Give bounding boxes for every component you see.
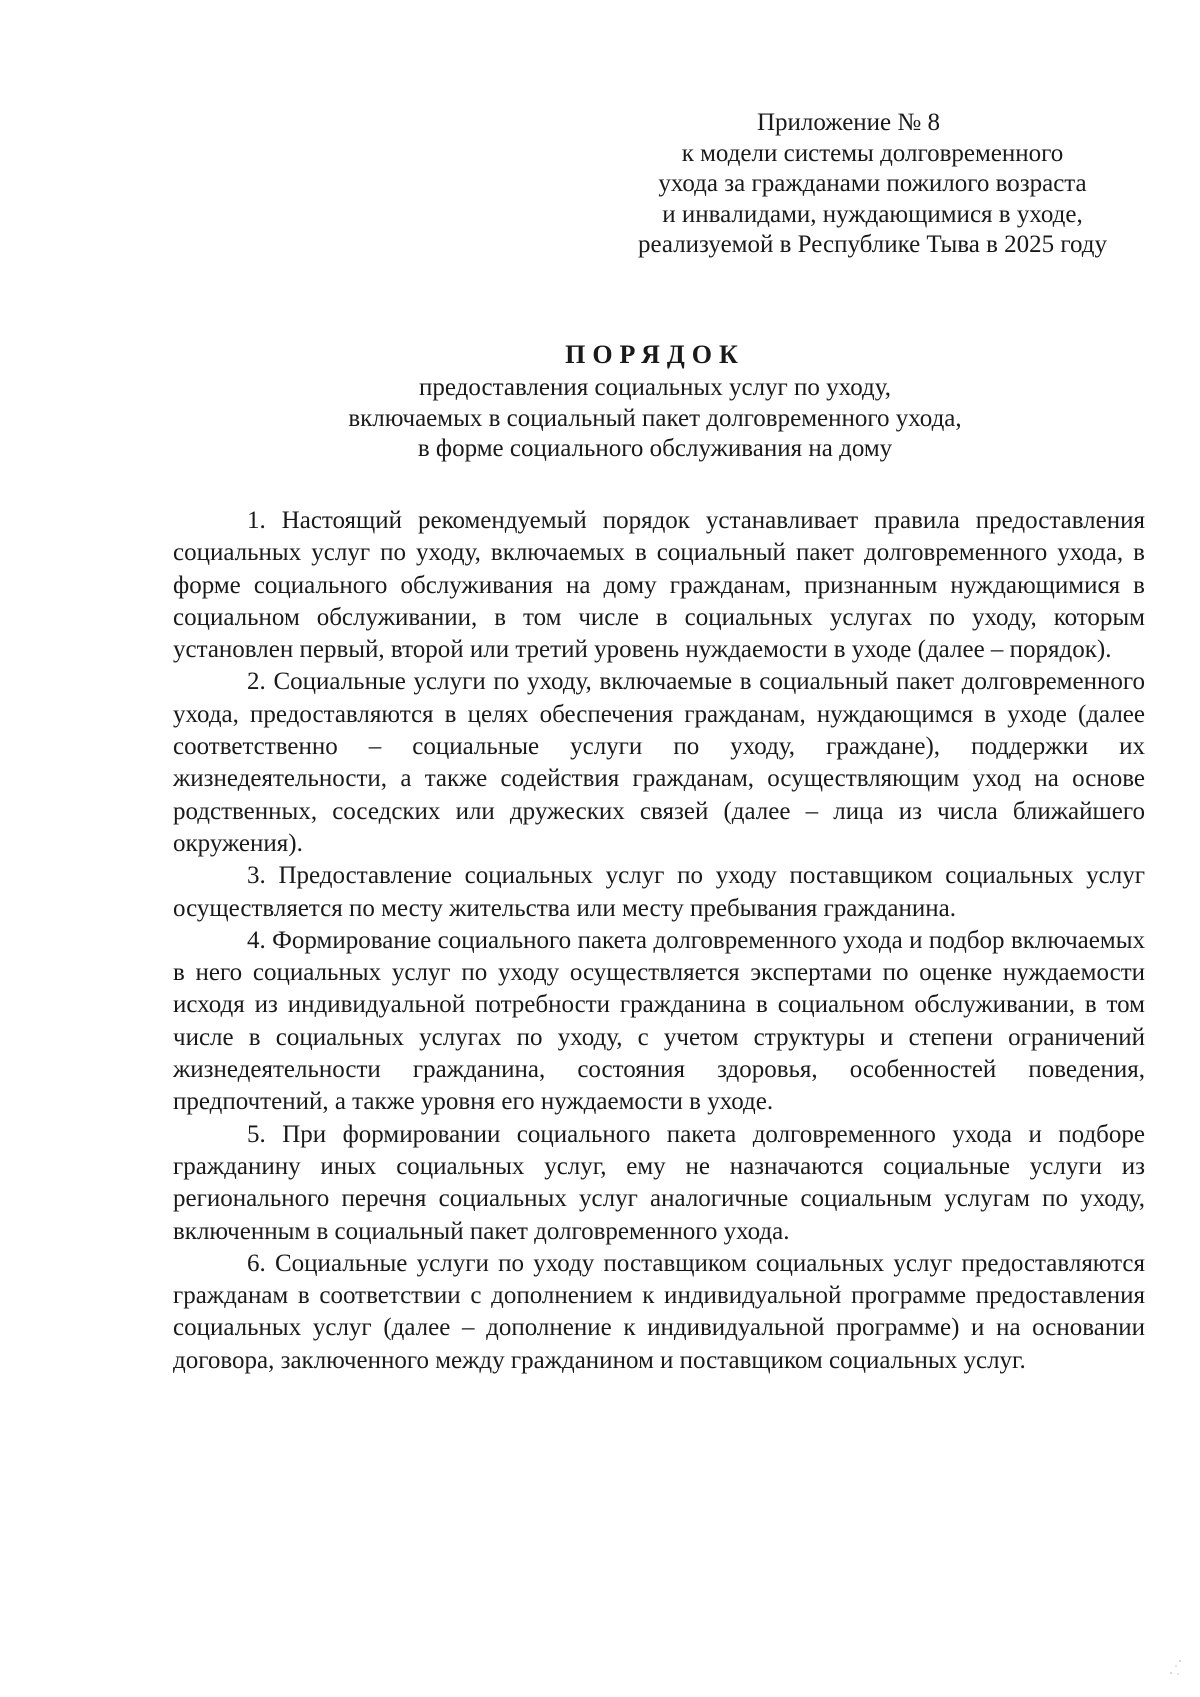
document-subtitle [140, 373, 1170, 465]
appendix-number: Приложение № 8 [756, 109, 941, 136]
subtitle-line: включаемых в социальный пакет долговременного ухода, [348, 404, 962, 432]
appendix-line: и инвалидами, нуждающимися в уходе, [662, 200, 1083, 228]
document-title: ПОРЯДОК [565, 340, 745, 369]
scan-speck-mark [1164, 1657, 1186, 1679]
appendix-line: ухода за гражданами пожилого возраста [658, 170, 1087, 197]
paragraph-5: 5. При формировании социального пакета долговременного ухода и подборе гражданину иных социальных услуг, ему не назначаются социальные услуги из регионального перечня социальных услуг аналогичные социальным услугам по уходу, включенным в социальный пакет долговременного ухода. [173, 1120, 1145, 1245]
subtitle-line: в форме социального обслуживания на дому [417, 435, 893, 462]
document-body [173, 505, 1145, 1377]
paragraph-4: 4. Формирование социального пакета долговременного ухода и подбор включаемых в него социальных услуг по уходу осуществляется экспертами по оценке нуждаемости исходя из индивидуальной потребности гражданина в социальном обслуживании, в том числе в социальных услугах по уходу, с учетом структуры и степени ограничений жизнедеятельности гражданина, состояния здоровья, особенностей поведения, предпочтений, а также уровня его нуждаемости в уходе. [173, 926, 1145, 1116]
paragraph-3: 3. Предоставление социальных услуг по уходу поставщиком социальных услуг осуществляется по месту жительства или месту пребывания гражданина. [173, 862, 1145, 922]
document-title-block [140, 337, 1170, 465]
paragraph-6: 6. Социальные услуги по уходу поставщиком социальных услуг предоставляются гражданам в соответствии с дополнением к индивидуальной программе предоставления социальных услуг (далее – дополнение к индивидуальной программе) и на основании договора, заключенного между гражданином и поставщиком социальных услуг. [173, 1249, 1145, 1374]
paragraph-1: 1. Настоящий рекомендуемый порядок устанавливает правила предоставления социальных услуг по уходу, включаемых в социальный пакет долговременного ухода, в форме социального обслуживания на дому гражданам, признанным нуждающимися в социальном обслуживании, в том числе в социальных услугах по уходу, которым установлен первый, второй или третий уровень нуждаемости в уходе (далее – порядок). [173, 507, 1145, 664]
appendix-line: реализуемой в Республике Тыва в 2025 году [637, 231, 1108, 258]
paragraph-2: 2. Социальные услуги по уходу, включаемые в социальный пакет долговременного ухода, предоставляются в целях обеспечения гражданам, нуждающимся в уходе (далее соответственно – социальные услуги по уходу, граждане), поддержки их жизнедеятельности, а также содействия гражданам, осуществляющим уход на основе родственных, соседских или дружеских связей (далее – лица из числа ближайшего окружения). [173, 668, 1145, 857]
appendix-line: к модели системы долговременного [681, 139, 1064, 167]
subtitle-line: предоставления социальных услуг по уходу, [419, 374, 891, 401]
appendix-header [600, 108, 1145, 261]
